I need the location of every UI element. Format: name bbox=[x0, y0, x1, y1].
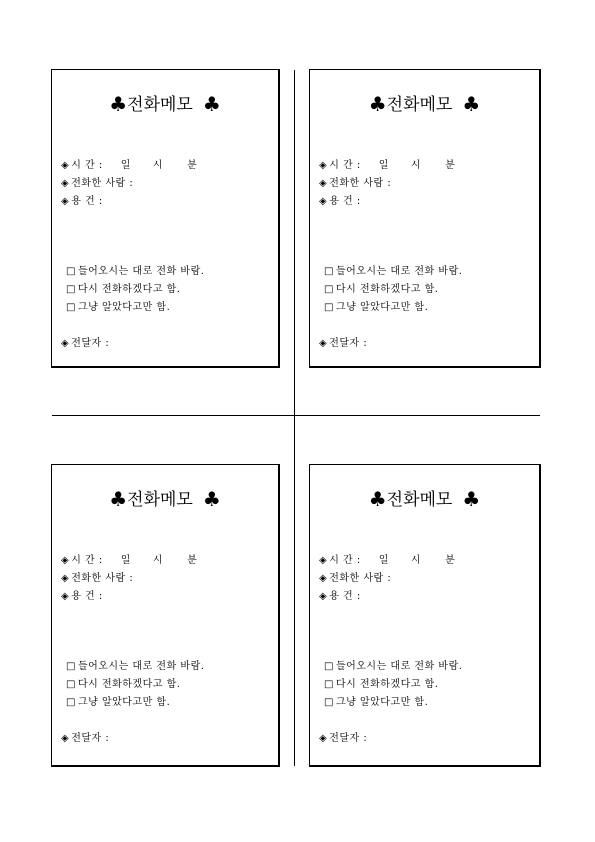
vertical-cut-line bbox=[294, 70, 295, 766]
bullet-icon: ◈ bbox=[319, 573, 328, 584]
hour-unit: 시 bbox=[410, 160, 422, 171]
messenger-row bbox=[319, 334, 367, 349]
messenger-label: 전달자 : bbox=[329, 733, 368, 744]
club-icon: ♣ bbox=[462, 92, 481, 116]
messenger-label: 전달자 : bbox=[329, 338, 368, 349]
option-row bbox=[66, 693, 170, 708]
subject-row bbox=[61, 587, 103, 602]
caller-row bbox=[319, 569, 391, 584]
option-label: 다시 전화하겠다고 함. bbox=[335, 679, 439, 690]
checkbox-icon[interactable]: □ bbox=[324, 679, 334, 690]
option-label: 다시 전화하겠다고 함. bbox=[335, 284, 439, 295]
phone-memo-card bbox=[309, 464, 541, 767]
memo-title bbox=[310, 90, 539, 116]
bullet-icon: ◈ bbox=[319, 591, 328, 602]
option-row bbox=[324, 657, 462, 672]
caller-label: 전화한 사람 : bbox=[71, 573, 134, 584]
subject-row bbox=[61, 192, 103, 207]
club-icon: ♣ bbox=[109, 92, 128, 116]
bullet-icon: ◈ bbox=[319, 178, 328, 189]
subject-row bbox=[319, 192, 361, 207]
time-row bbox=[319, 551, 455, 566]
option-row bbox=[324, 298, 428, 313]
bullet-icon: ◈ bbox=[61, 555, 70, 566]
minute-unit: 분 bbox=[187, 555, 198, 566]
memo-title bbox=[52, 485, 278, 511]
option-row bbox=[324, 262, 462, 277]
club-icon: ♣ bbox=[202, 92, 221, 116]
bullet-icon: ◈ bbox=[61, 178, 70, 189]
phone-memo-card bbox=[51, 464, 280, 767]
day-unit: 일 bbox=[378, 160, 389, 171]
bullet-icon: ◈ bbox=[61, 573, 70, 584]
option-label: 들어오시는 대로 전화 바람. bbox=[335, 266, 463, 277]
caller-row bbox=[61, 569, 133, 584]
checkbox-icon[interactable]: □ bbox=[66, 266, 76, 277]
subject-label: 용 건 : bbox=[329, 591, 361, 602]
bullet-icon: ◈ bbox=[319, 196, 328, 207]
club-icon: ♣ bbox=[462, 487, 481, 511]
subject-row bbox=[319, 587, 361, 602]
option-row bbox=[66, 280, 180, 295]
caller-row bbox=[319, 174, 391, 189]
phone-memo-card bbox=[51, 69, 280, 368]
time-row bbox=[319, 156, 455, 171]
option-row bbox=[66, 262, 204, 277]
messenger-row bbox=[319, 729, 367, 744]
option-row bbox=[66, 675, 180, 690]
checkbox-icon[interactable]: □ bbox=[324, 697, 334, 708]
checkbox-icon[interactable]: □ bbox=[324, 284, 334, 295]
bullet-icon: ◈ bbox=[61, 160, 70, 171]
hour-unit: 시 bbox=[410, 555, 422, 566]
bullet-icon: ◈ bbox=[319, 555, 328, 566]
minute-unit: 분 bbox=[445, 555, 456, 566]
memo-title bbox=[52, 90, 278, 116]
subject-label: 용 건 : bbox=[71, 591, 103, 602]
option-label: 다시 전화하겠다고 함. bbox=[77, 679, 181, 690]
memo-title bbox=[310, 485, 539, 511]
checkbox-icon[interactable]: □ bbox=[66, 284, 76, 295]
minute-unit: 분 bbox=[445, 160, 456, 171]
memo-title-text: 전화메모 bbox=[127, 490, 193, 510]
option-label: 그냥 알았다고만 함. bbox=[335, 697, 429, 708]
bullet-icon: ◈ bbox=[61, 733, 70, 744]
option-label: 들어오시는 대로 전화 바람. bbox=[77, 266, 205, 277]
option-label: 그냥 알았다고만 함. bbox=[77, 697, 171, 708]
checkbox-icon[interactable]: □ bbox=[66, 697, 76, 708]
club-icon: ♣ bbox=[368, 92, 387, 116]
bullet-icon: ◈ bbox=[319, 338, 328, 349]
memo-title-text: 전화메모 bbox=[386, 490, 453, 510]
checkbox-icon[interactable]: □ bbox=[66, 661, 76, 672]
time-label: 시 간 : bbox=[71, 160, 103, 171]
checkbox-icon[interactable]: □ bbox=[324, 266, 334, 277]
option-label: 들어오시는 대로 전화 바람. bbox=[77, 661, 205, 672]
club-icon: ♣ bbox=[202, 487, 221, 511]
time-label: 시 간 : bbox=[329, 160, 361, 171]
day-unit: 일 bbox=[120, 555, 131, 566]
checkbox-icon[interactable]: □ bbox=[66, 302, 76, 313]
caller-label: 전화한 사람 : bbox=[329, 178, 392, 189]
messenger-label: 전달자 : bbox=[71, 733, 110, 744]
caller-label: 전화한 사람 : bbox=[329, 573, 392, 584]
horizontal-cut-line bbox=[52, 415, 540, 416]
time-label: 시 간 : bbox=[71, 555, 103, 566]
subject-label: 용 건 : bbox=[329, 196, 361, 207]
phone-memo-card bbox=[309, 69, 541, 368]
bullet-icon: ◈ bbox=[61, 338, 70, 349]
hour-unit: 시 bbox=[152, 555, 164, 566]
bullet-icon: ◈ bbox=[61, 591, 70, 602]
bullet-icon: ◈ bbox=[319, 160, 328, 171]
caller-row bbox=[61, 174, 133, 189]
bullet-icon: ◈ bbox=[319, 733, 328, 744]
option-label: 그냥 알았다고만 함. bbox=[335, 302, 429, 313]
time-label: 시 간 : bbox=[329, 555, 361, 566]
memo-title-text: 전화메모 bbox=[386, 95, 453, 115]
option-row bbox=[66, 657, 204, 672]
option-label: 들어오시는 대로 전화 바람. bbox=[335, 661, 463, 672]
option-row bbox=[324, 280, 438, 295]
option-row bbox=[324, 675, 438, 690]
messenger-label: 전달자 : bbox=[71, 338, 110, 349]
day-unit: 일 bbox=[120, 160, 131, 171]
caller-label: 전화한 사람 : bbox=[71, 178, 134, 189]
messenger-row bbox=[61, 334, 109, 349]
checkbox-icon[interactable]: □ bbox=[324, 302, 334, 313]
hour-unit: 시 bbox=[152, 160, 164, 171]
option-label: 그냥 알았다고만 함. bbox=[77, 302, 171, 313]
bullet-icon: ◈ bbox=[61, 196, 70, 207]
minute-unit: 분 bbox=[187, 160, 198, 171]
time-row bbox=[61, 551, 197, 566]
club-icon: ♣ bbox=[109, 487, 128, 511]
checkbox-icon[interactable]: □ bbox=[66, 679, 76, 690]
option-label: 다시 전화하겠다고 함. bbox=[77, 284, 181, 295]
day-unit: 일 bbox=[378, 555, 389, 566]
option-row bbox=[66, 298, 170, 313]
messenger-row bbox=[61, 729, 109, 744]
checkbox-icon[interactable]: □ bbox=[324, 661, 334, 672]
option-row bbox=[324, 693, 428, 708]
club-icon: ♣ bbox=[368, 487, 387, 511]
time-row bbox=[61, 156, 197, 171]
memo-title-text: 전화메모 bbox=[127, 95, 193, 115]
subject-label: 용 건 : bbox=[71, 196, 103, 207]
